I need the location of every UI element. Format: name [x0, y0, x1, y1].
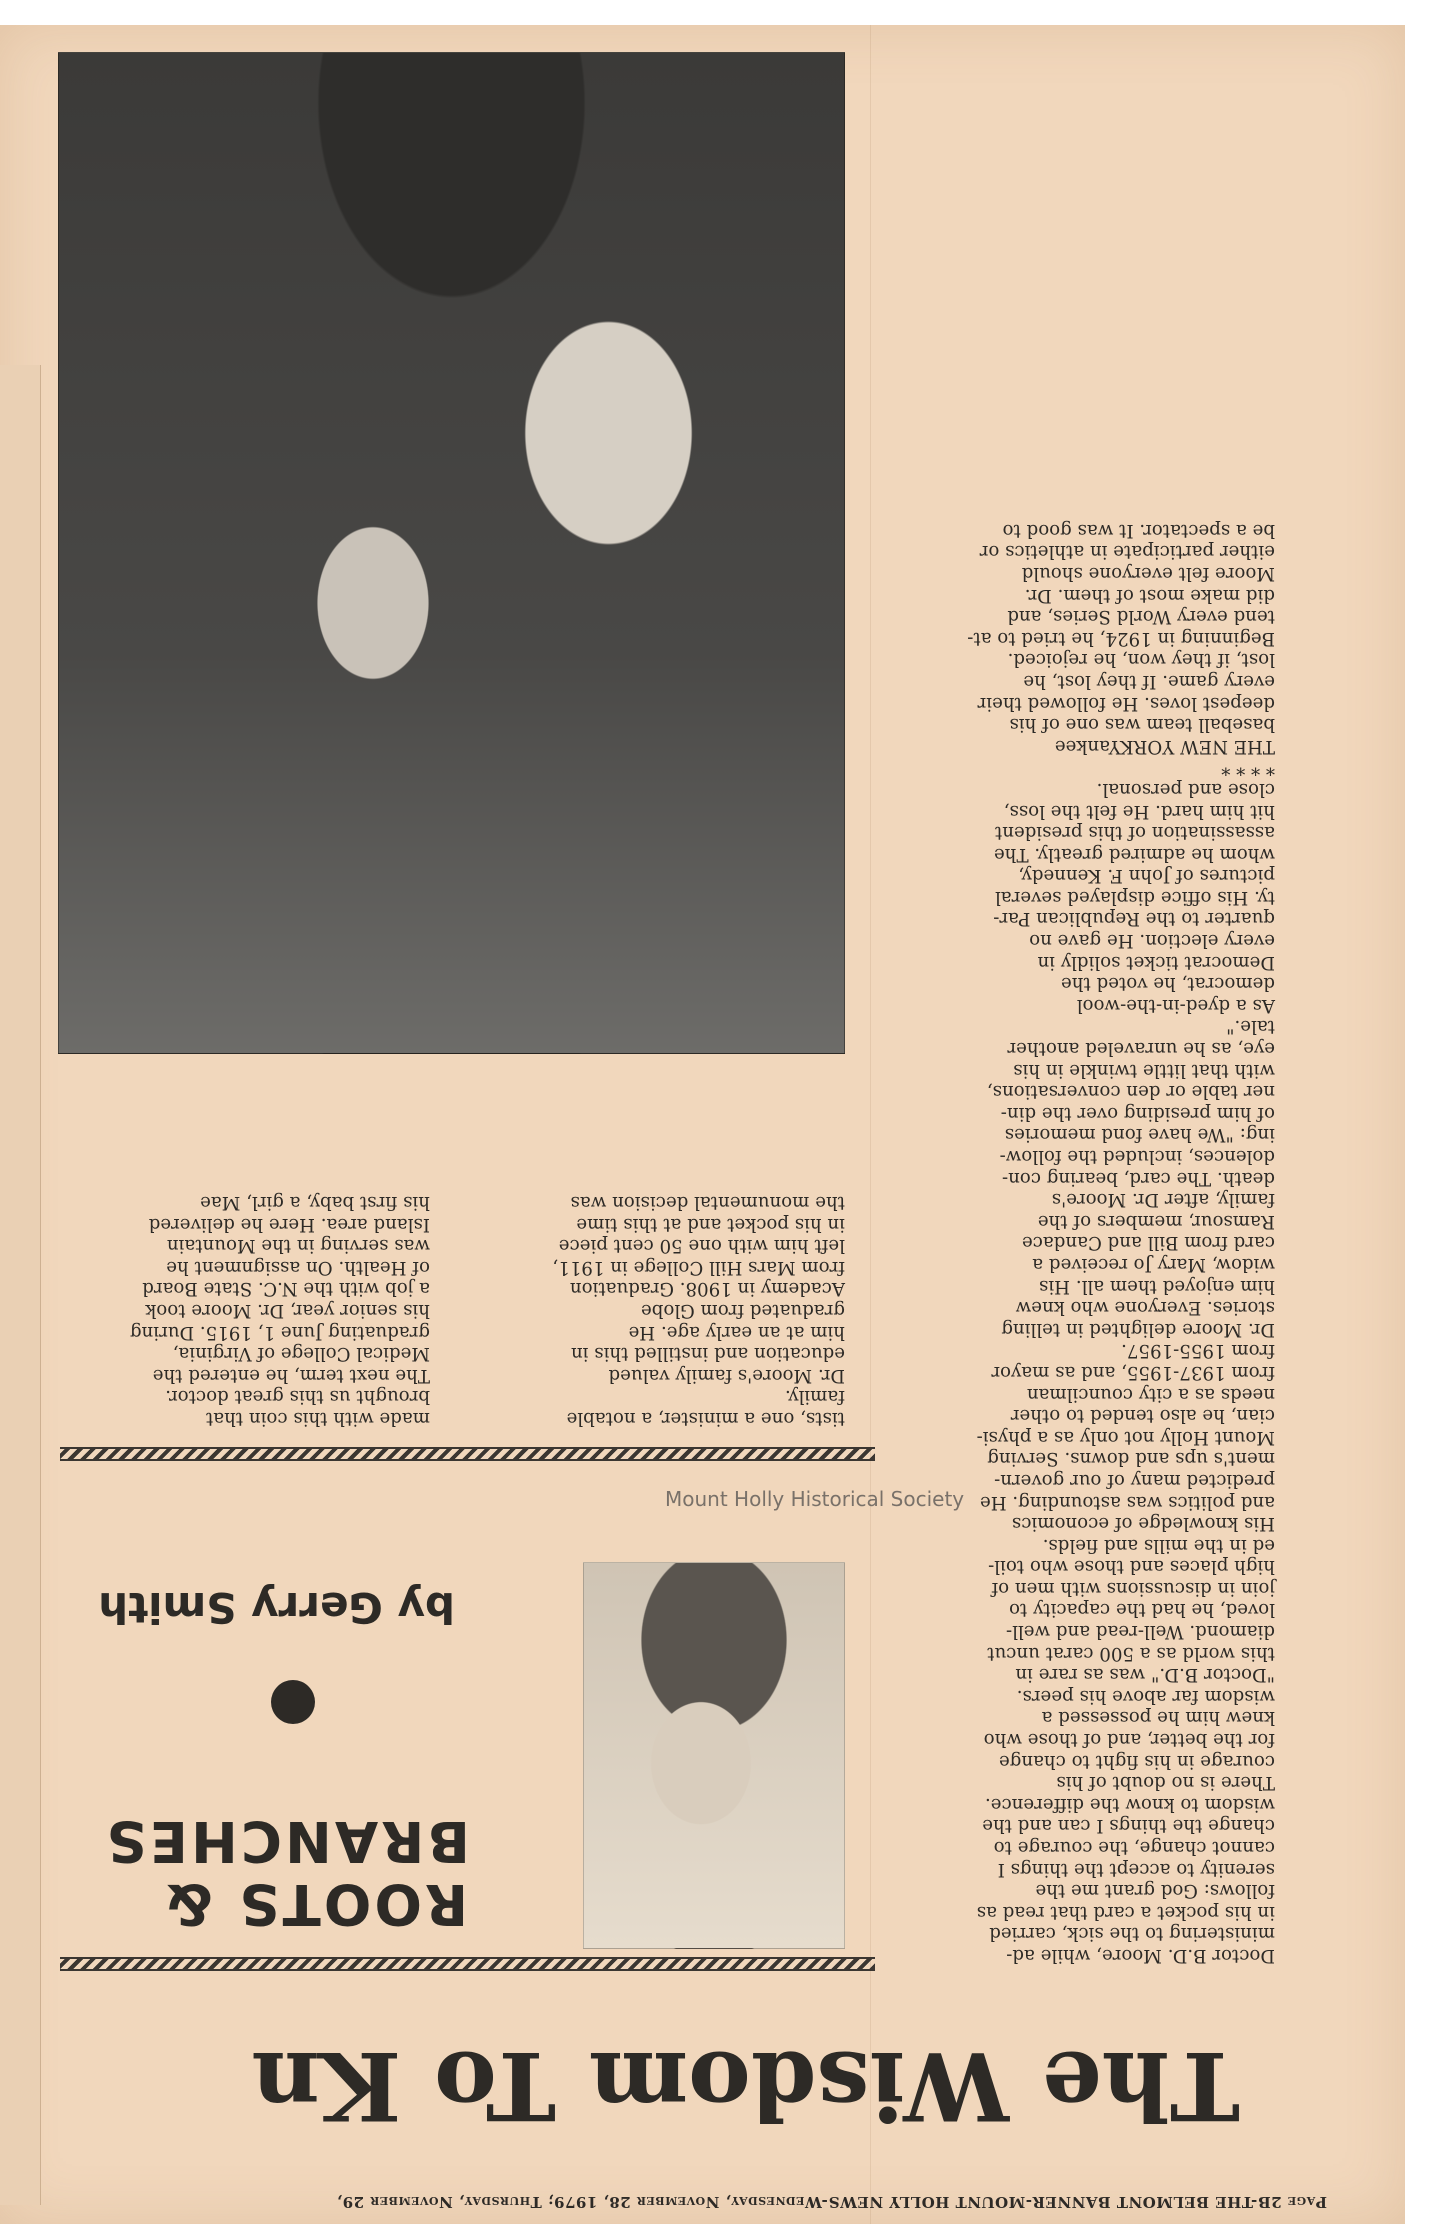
article-headline: The Wisdom To Kn: [251, 2030, 1240, 2140]
archive-watermark: Mount Holly Historical Society: [665, 1487, 965, 1511]
upside-down-print: [0, 25, 1405, 2224]
column-title-line1: ROOTS &: [161, 1871, 469, 1936]
doctor-photo: [58, 52, 845, 1054]
newspaper-clipping: [0, 25, 1405, 2224]
right-column-text: made with this coin that brought us this great doctor. The next term, he entered the Medical College of Virginia, graduating June 1, 1915. During his senior year, Dr. Moore took a job with the N.C. State Board of Health. On assignment he was serving in the Mountain Island area. Here he delivered his first baby, a girl, Mae: [129, 1192, 430, 1429]
rope-border-bottom: [60, 1447, 875, 1461]
middle-column-text: tists, one a minister, a notable family. Dr. Moore's family valued education and instilled this in him at an early age. He graduated from Globe Academy in 1908. Graduation from Mars Hill College in 1911, left him with one 50 cent piece in his pocket and at this time the monumental decision was: [552, 1192, 845, 1429]
author-portrait-photo: [583, 1562, 845, 1949]
byline: by Gerry Smith: [98, 1583, 455, 1632]
main-column-text: Doctor B.D. Moore, while ad- ministering to the sick, carried in his pocket a card that read as follows: God grant me the serenity to accept the things I cannot change, the courage to change the things I can and the wisdom to know the difference. There is no doubt of his courage in his fight to change for the better, and of those who knew him he possessed a wisdom far above his peers. "Doctor B.D." was as rare in this world as a 500 carat uncut diamond. Well-read and well- loved, he had the capacity to join in discussions with men of high places and those who toil- ed in the mills and fields. His knowledge of economics and politics was astounding. He predicted many of our govern- ment's ups and downs. Serving Mount Holly not only as a physi- cian, he also tended to other needs as a city councilman from 1937-1955, and as mayor from 1955-1957. Dr. Moore delighted in telling stories. Everyone who knew him enjoyed them all. His widow, Mary Jo received a card from Bill and Candace Ramsour, members of the family, after Dr. Moore's death. The card, bearing con- dolences, included the follow- ing: "We have fond memories of him presiding over the din- ner table or den conversations, with that little twinkle in his eye, as he unraveled another tale." As a dyed-in-the-wool democrat, he voted the Democrat ticket solidly in every election. He gave no quarter to the Republican Par- ty. His office displayed several pictures of John F. Kennedy, whom he admired greatly. The assassination of this president hit him hard. He felt the loss, close and personal. * * * * THE NEW YORKYankee baseball team was one of his deepest loves. He followed their every game. If they lost, he lost, if they won, he rejoiced. Beginning in 1924, he tried to at- tend every World Series, and did make most of them. Dr. Moore felt everyone should either participate in athletics or be a spectator. It was good to: [967, 519, 1275, 1966]
rope-border-top: [60, 1957, 875, 1971]
bullet-dot: [271, 1680, 315, 1724]
column-title: [103, 1808, 470, 1936]
page-folio-line: Page 2B-THE BELMONT BANNER-MOUNT HOLLY NEWS-Wednesday, November 28, 1979; Thursday, November 29,: [336, 2193, 1327, 2211]
column-title-line2: BRANCHES: [103, 1808, 470, 1874]
